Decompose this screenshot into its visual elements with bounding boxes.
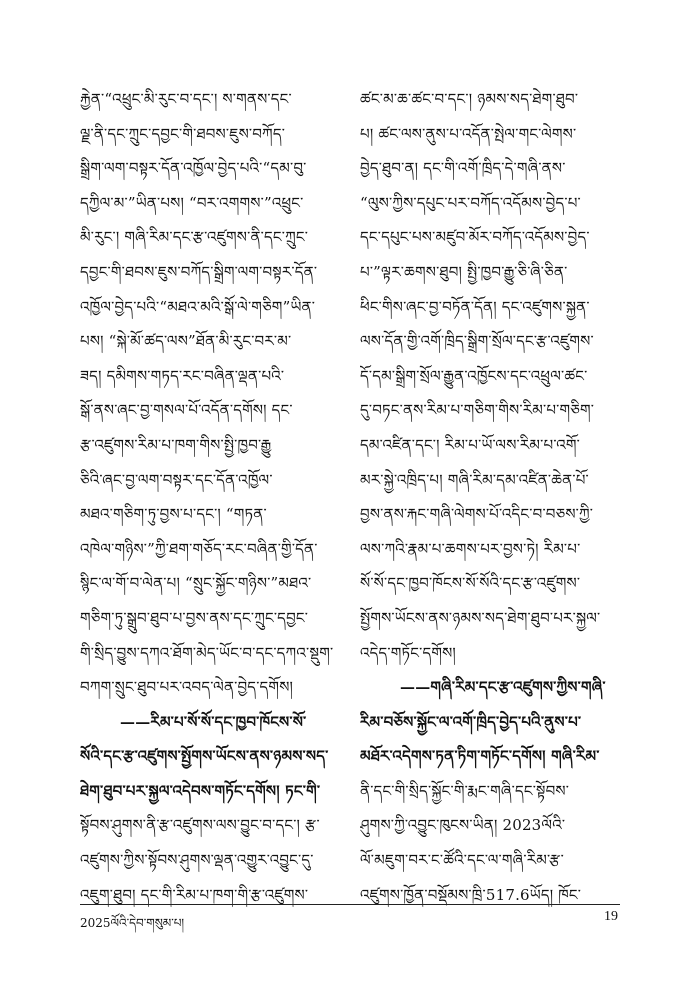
text-line: དུ་བཏང་ནས་རིམ་པ་གཅིག་གིས་རིམ་པ་གཅིག་ <box>360 401 595 420</box>
text-line: ལས་དོན་གྱི་འགོ་ཁྲིད་སྒྲིག་སྲོལ་དང་རྩ་འཛུགས་ <box>360 332 594 351</box>
text-line: པ། ཚང་ལས་ནུས་པ་འདོན་སྤེལ་གང་ལེགས་ <box>360 124 577 143</box>
text-line: འཁེལ་གཉིས་”ཀྱི་ཐག་གཅོད་རང་བཞིན་གྱི་དོན་ <box>80 539 318 558</box>
text-line: བྱས་ནས་རྐང་གཞི་ལེགས་པོ་འདིང་བ་བཅས་ཀྱི་ <box>360 505 594 524</box>
text-line: ཅིའི་ཞང་བྱ་ལག་བསྟར་དང་དོན་འཁྱོལ་ <box>80 470 273 489</box>
text-line: མཐོར་འདེགས་ཏན་ཏིག་གཏོང་དགོས། གཞི་རིམ་ <box>360 747 600 766</box>
left-column <box>80 82 362 912</box>
text-line: དམ་འཛིན་དང་། རིམ་པ་ཡོ་ལས་རིམ་པ་འགོ་ <box>360 435 580 454</box>
text-line: དབྱང་གི་ཐབས་ཇུས་བཀོད་སྒྲིག་ལག་བསྟར་དོན་ <box>80 262 318 281</box>
text-line: སྙིང་ལ་གོ་བ་ལེན་པ། “སྲུང་སྐྱོང་གཉིས་”མཐའ་ <box>80 574 312 593</box>
page-number: 19 <box>604 909 618 924</box>
text-line: ——གཞི་རིམ་དང་རྩ་འཛུགས་ཀྱིས་གཞི་ <box>400 678 606 697</box>
text-line: སོའི་དང་རྩ་འཛུགས་སྤྱོགས་ཡོངས་ནས་ཉམས་སད་ <box>80 747 329 766</box>
text-line: གི་སྲིད་བྱུས་དཀའ་ཐོག་མེད་ཡོང་བ་དང་དཀའ་སྡུག་ <box>80 643 334 662</box>
text-line: སྒོ་ནས་ཞང་བྱ་གསལ་པོ་འདོན་དགོས། དང་ <box>80 401 293 420</box>
text-line: ལྗ་ནི་དང་ཀྲུང་དབྱང་གི་ཐབས་ཇུས་བཀོད་ <box>80 124 286 143</box>
text-line: རྐྱེན་“འཕྲུང་མི་རུང་བ་དང་། ས་གནས་དང་ <box>80 90 292 108</box>
text-line: བྱེད་ཐུབ་ན། དང་གི་འགོ་ཁྲིད་དེ་གཞི་ནས་ <box>360 159 566 178</box>
text-line: འཛུགས་ཁྱོན་བསྡོམས་ཁྲི་517.6ཡོད། ཁོང་ <box>360 885 582 904</box>
text-line: ནི་དང་གི་སྲིད་སྐྱོང་གི་རྨང་གཞི་དང་སྟོབས་ <box>360 781 570 800</box>
footer-divider <box>80 904 620 905</box>
text-line: འཁྱོལ་བྱེད་པའི་“མཐའ་མའི་སྒོ་ལེ་གཅིག”ཡིན་ <box>80 297 316 316</box>
right-column <box>360 82 642 912</box>
text-line: འདེད་གཏོང་དགོས། <box>360 643 456 662</box>
text-line: ལོ་མཇུག་བར་ང་ཚོའི་དང་ལ་གཞི་རིམ་རྩ་ <box>360 851 564 870</box>
text-line: སྟོབས་ཤུགས་ནི་རྩ་འཛུགས་ལས་བྱུང་བ་དང་། རྩ་ <box>80 816 320 835</box>
text-line: འཛུགས་ཀྱིས་སྟོབས་ཤུགས་ལྡན་འགྱུར་འབྱུང་དུ་ <box>80 851 314 870</box>
text-line: སྤྱོགས་ཡོངས་ནས་ཉམས་སད་ཐེག་ཐུབ་པར་སྐྱལ་ <box>360 608 601 627</box>
text-line: ཤུགས་ཀྱི་འབྱུང་ཁུངས་ཡིན། 2023ལོའི་ <box>360 816 566 835</box>
text-line: པ་”ལྟར་ཆགས་ཐུབ། སྤྱི་ཁྱབ་རྒྱུ་ཅི་ཞི་ཅིན་ <box>360 262 568 281</box>
text-line: ལས་ཀའི་རྣམ་པ་ཆགས་པར་བྱས་ཏེ། རིམ་པ་ <box>360 539 581 558</box>
text-line: དང་དཔུང་པས་མཛུབ་མོར་བཀོད་འདོམས་བྱེད་ <box>360 228 590 247</box>
text-line: “ལུས་ཀྱིས་དཔུང་པར་བཀོད་འདོམས་བྱེད་པ་ <box>360 193 581 212</box>
text-line: རིམ་བཅོས་སྐྱོང་ལ་འགོ་ཁྲིད་བྱེད་པའི་ནུས་པ་ <box>360 712 582 731</box>
text-line: མཐའ་གཅིག་ཏུ་བྱས་པ་དང་། “གཏན་ <box>80 505 267 524</box>
text-line: བཀག་སྲུང་ཐུབ་པར་འབད་ལེན་བྱེད་དགོས། <box>80 678 294 697</box>
text-line: ཐེག་ཐུབ་པར་སྐྱལ་འདེབས་གཏོང་དགོས། ཏང་གི་ <box>80 781 321 800</box>
text-line: མར་སྐྱེ་འཁྲིད་པ། གཞི་རིམ་དམ་འཛིན་ཆེན་པོ་ <box>360 470 589 489</box>
text-line: དཀྱིལ་མ་”ཡིན་པས། “བར་འགགས་”འཕྲུང་ <box>80 193 304 212</box>
text-line: ཟད། དམིགས་གཏད་རང་བཞིན་ལྡན་པའི་ <box>80 366 285 385</box>
text-line: སོ་སོ་དང་ཁྱབ་ཁོངས་སོ་སོའི་དང་རྩ་འཛུགས་ <box>360 574 581 593</box>
footer-issue: 2025ལོའི་དེབ་གསུམ་པ། <box>80 916 185 930</box>
text-line: འཇུག་ཐུབ། དང་གི་རིམ་པ་ཁག་གི་རྩ་འཛུགས་ <box>80 885 309 904</box>
text-line: དོ་དམ་སྒྲིག་སྲོལ་རྒྱུན་འཁྱོངས་དང་འཕྲུལ་ཚང་ <box>360 366 588 385</box>
text-line: ཚང་མ་ཆ་ཚང་བ་དང་། ཉམས་སད་ཐེག་ཐུབ་ <box>360 90 579 108</box>
text-line: གཅིག་ཏུ་སྒྲུབ་ཐུབ་པ་བྱས་ནས་དང་ཀྲུང་དབྱང་ <box>80 608 309 627</box>
text-line: རྩ་འཛུགས་རིམ་པ་ཁག་གིས་སྤྱི་ཁྱབ་རྒྱུ <box>80 435 272 454</box>
text-line: ཕིང་གིས་ཞང་བྱ་བཏོན་དོན། དང་འཛུགས་སྐྱན་ <box>360 297 590 316</box>
text-line: ——རིམ་པ་སོ་སོ་དང་ཁྱབ་ཁོངས་སོ་ <box>120 712 307 731</box>
text-line: པས། “སྐེ་མོ་ཚད་ལས”ཐོན་མི་རུང་བར་མ་ <box>80 332 292 351</box>
text-line: སྒྲིག་ལག་བསྟར་དོན་འཁྱོལ་བྱེད་པའི་“དམ་བུ་ <box>80 159 307 178</box>
text-line: མི་རུང་། གཞི་རིམ་དང་རྩ་འཛུགས་ནི་དང་ཀྲུང་ <box>80 228 309 247</box>
